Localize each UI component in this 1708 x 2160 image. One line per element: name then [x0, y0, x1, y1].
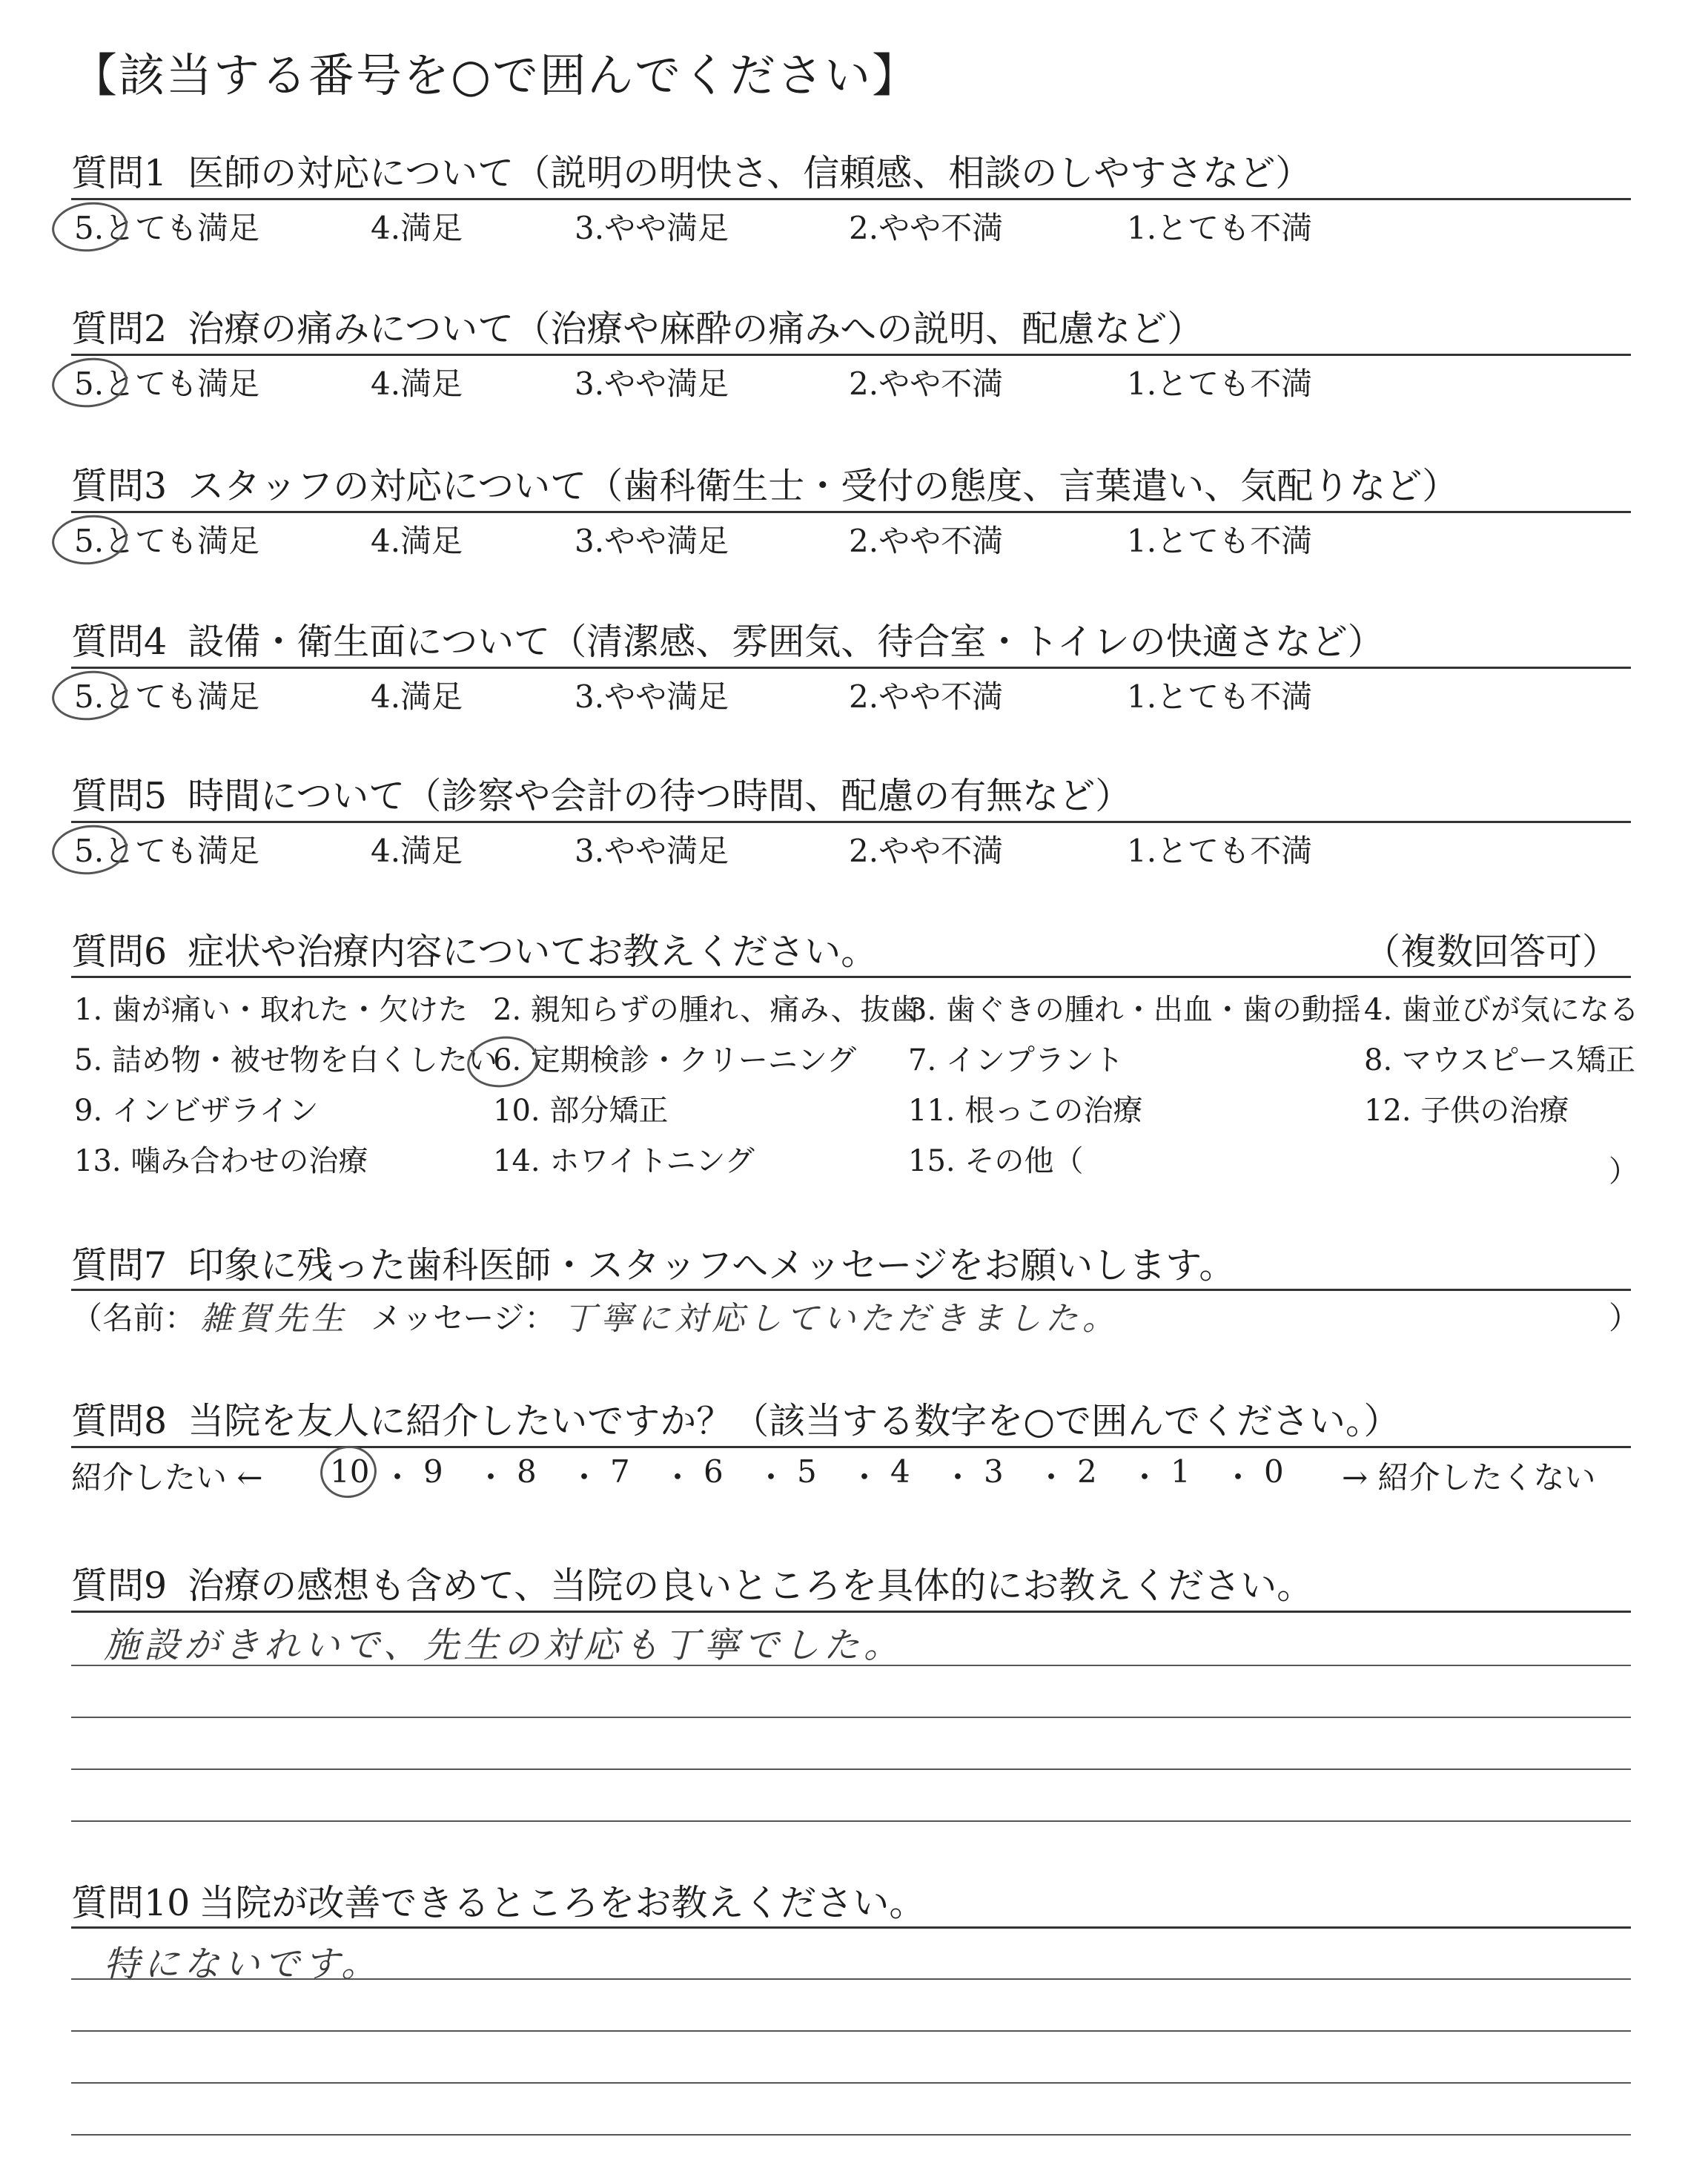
form-title: 【該当する番号を○で囲んでください】	[71, 48, 920, 102]
q7-message-label: メッセージ：	[371, 1300, 556, 1336]
rating-option[interactable]: 4.満足	[371, 366, 463, 402]
q3-rule	[71, 511, 1631, 513]
q8-label: 質問8	[71, 1400, 168, 1442]
q8-scale-value[interactable]: 2	[1077, 1453, 1097, 1490]
q8-scale-value[interactable]: 9	[423, 1453, 443, 1490]
q8-left-label: 紹介したい ←	[71, 1459, 263, 1496]
q7-rule	[71, 1289, 1631, 1291]
q8-scale-value[interactable]: 5	[797, 1453, 817, 1490]
q6-option[interactable]: 6. 定期検診・クリーニング	[493, 1043, 857, 1077]
rating-option[interactable]: 2.やや不満	[849, 210, 1004, 246]
q8-scale-separator: ・	[382, 1459, 414, 1496]
q8-scale-value[interactable]: 6	[704, 1453, 724, 1490]
q8-text: 当院を友人に紹介したいですか？（該当する数字を○で囲んでください。）	[188, 1400, 1400, 1442]
q7-name-value[interactable]: 雑賀先生	[200, 1300, 348, 1338]
rating-option[interactable]: 4.満足	[371, 523, 463, 559]
rating-option[interactable]: 3.やや満足	[575, 678, 729, 715]
rating-option[interactable]: 4.満足	[371, 833, 463, 869]
q9-text: 治療の感想も含めて、当院の良いところを具体的にお教えください。	[188, 1565, 1314, 1607]
q5-heading	[71, 767, 1131, 819]
q6-rule	[71, 976, 1631, 978]
q9-rule	[71, 1611, 1631, 1613]
q7-label: 質問7	[71, 1244, 168, 1287]
q10-write-line	[71, 2082, 1631, 2084]
rating-option[interactable]: 2.やや不満	[849, 833, 1004, 869]
q10-write-line	[71, 2030, 1631, 2032]
q10-write-line	[71, 2134, 1631, 2136]
q2-label: 質問2	[71, 308, 168, 350]
q6-option[interactable]: 14. ホワイトニング	[493, 1144, 755, 1178]
q8-scale-separator: ・	[662, 1459, 694, 1496]
rating-option[interactable]: 1.とても不満	[1127, 833, 1313, 869]
rating-option[interactable]: 1.とても不満	[1127, 523, 1313, 559]
rating-option[interactable]: 5.とても満足	[74, 678, 260, 715]
rating-option[interactable]: 5.とても満足	[74, 833, 260, 869]
q2-rule	[71, 354, 1631, 356]
q5-rule	[71, 821, 1631, 823]
q8-scale-separator: ・	[1222, 1459, 1254, 1496]
rating-option[interactable]: 2.やや不満	[849, 366, 1004, 402]
q9-write-line	[71, 1665, 1631, 1666]
q8-scale-value[interactable]: 7	[610, 1453, 630, 1490]
q7-close: ）	[1609, 1300, 1641, 1336]
q8-scale-separator: ・	[475, 1459, 507, 1496]
q9-answer[interactable]: 施設がきれいで、先生の対応も丁寧でした。	[104, 1625, 904, 1666]
q1-heading	[71, 145, 1311, 196]
q9-heading	[71, 1557, 1313, 1609]
rating-option[interactable]: 5.とても満足	[74, 523, 260, 559]
q8-scale-separator: ・	[942, 1459, 974, 1496]
rating-option[interactable]: 1.とても不満	[1127, 678, 1313, 715]
rating-option[interactable]: 3.やや満足	[575, 833, 729, 869]
q8-scale-value[interactable]: 0	[1264, 1453, 1284, 1490]
q8-scale-separator: ・	[1129, 1459, 1161, 1496]
q6-option[interactable]: 13. 噛み合わせの治療	[74, 1144, 368, 1178]
rating-option[interactable]: 2.やや不満	[849, 523, 1004, 559]
q8-rule	[71, 1446, 1631, 1448]
q6-option[interactable]: 1. 歯が痛い・取れた・欠けた	[74, 993, 468, 1027]
rating-option[interactable]: 3.やや満足	[575, 366, 729, 402]
q6-note: （複数回答可）	[1364, 931, 1619, 973]
q6-text: 症状や治療内容についてお教えください。	[188, 931, 878, 973]
q9-write-line	[71, 1820, 1631, 1822]
q6-option[interactable]: 7. インプラント	[908, 1043, 1124, 1077]
q8-scale-value[interactable]: 8	[517, 1453, 537, 1490]
q5-label: 質問5	[71, 775, 168, 817]
q4-rule	[71, 667, 1631, 669]
rating-option[interactable]: 5.とても満足	[74, 210, 260, 246]
q6-option[interactable]: 5. 詰め物・被せ物を白くしたい	[74, 1043, 497, 1077]
q6-option[interactable]: 10. 部分矯正	[493, 1094, 669, 1128]
rating-option[interactable]: 3.やや満足	[575, 523, 729, 559]
q4-heading	[71, 613, 1384, 665]
q3-text: スタッフの対応について（歯科衛生士・受付の態度、言葉遣い、気配りなど）	[188, 465, 1459, 507]
q10-heading	[71, 1875, 925, 1926]
q9-write-line	[71, 1717, 1631, 1718]
q7-text: 印象に残った歯科医師・スタッフへメッセージをお願いします。	[188, 1244, 1236, 1287]
q8-right-label: → 紹介したくない	[1342, 1459, 1596, 1496]
q2-heading	[71, 300, 1203, 352]
q4-label: 質問4	[71, 621, 168, 663]
rating-option[interactable]: 3.やや満足	[575, 210, 729, 246]
q8-scale-separator: ・	[1036, 1459, 1068, 1496]
rating-option[interactable]: 4.満足	[371, 210, 463, 246]
q6-option[interactable]: 2. 親知らずの腫れ、痛み、抜歯	[493, 993, 920, 1027]
q6-heading	[71, 923, 877, 975]
q1-text: 医師の対応について（説明の明快さ、信頼感、相談のしやすさなど）	[188, 152, 1312, 194]
q1-rule	[71, 198, 1631, 200]
q4-text: 設備・衛生面について（清潔感、雰囲気、待合室・トイレの快適さなど）	[188, 621, 1384, 663]
q8-scale-separator: ・	[569, 1459, 600, 1496]
q6-label: 質問6	[71, 931, 168, 973]
q6-other-close: ）	[1609, 1155, 1638, 1189]
q6-option[interactable]: 3. 歯ぐきの腫れ・出血・歯の動揺	[908, 993, 1361, 1027]
q8-scale-value[interactable]: 1	[1171, 1453, 1191, 1490]
q1-label: 質問1	[71, 152, 168, 194]
rating-option[interactable]: 2.やや不満	[849, 678, 1004, 715]
q10-rule	[71, 1926, 1631, 1929]
q8-scale-value[interactable]: 3	[984, 1453, 1004, 1490]
q6-option[interactable]: 11. 根っこの治療	[908, 1094, 1143, 1128]
q10-text: 当院が改善できるところをお教えください。	[199, 1882, 926, 1924]
q9-write-line	[71, 1768, 1631, 1770]
q3-heading	[71, 458, 1458, 509]
q2-text: 治療の痛みについて（治療や麻酔の痛みへの説明、配慮など）	[188, 308, 1204, 350]
q8-answer-circle[interactable]	[316, 1441, 380, 1502]
q8-scale-value[interactable]: 4	[890, 1453, 910, 1490]
q9-label: 質問9	[71, 1565, 168, 1607]
q6-option[interactable]: 12. 子供の治療	[1364, 1094, 1569, 1128]
rating-option[interactable]: 5.とても満足	[74, 366, 260, 402]
q7-message-value[interactable]: 丁寧に対応していただきました。	[563, 1300, 1119, 1338]
q10-write-line	[71, 1978, 1631, 1980]
rating-option[interactable]: 1.とても不満	[1127, 210, 1313, 246]
rating-option[interactable]: 1.とても不満	[1127, 366, 1313, 402]
q7-name-label: （名前：	[71, 1300, 196, 1336]
q5-text: 時間について（診察や会計の待つ時間、配慮の有無など）	[188, 775, 1132, 817]
q3-label: 質問3	[71, 465, 168, 507]
q8-heading	[71, 1393, 1400, 1444]
q8-scale-value[interactable]: 10	[330, 1453, 370, 1490]
q6-option[interactable]: 8. マウスピース矯正	[1364, 1043, 1636, 1077]
q6-option[interactable]: 4. 歯並びが気になる	[1364, 993, 1639, 1027]
q10-label: 質問10	[71, 1882, 191, 1924]
q8-scale-separator: ・	[755, 1459, 787, 1496]
q7-heading	[71, 1237, 1235, 1289]
q10-answer[interactable]: 特にないです。	[104, 1943, 382, 1985]
q8-scale-separator: ・	[849, 1459, 881, 1496]
q6-option[interactable]: 15. その他（	[908, 1144, 1084, 1178]
q6-option[interactable]: 9. インビザライン	[74, 1094, 319, 1128]
rating-option[interactable]: 4.満足	[371, 678, 463, 715]
